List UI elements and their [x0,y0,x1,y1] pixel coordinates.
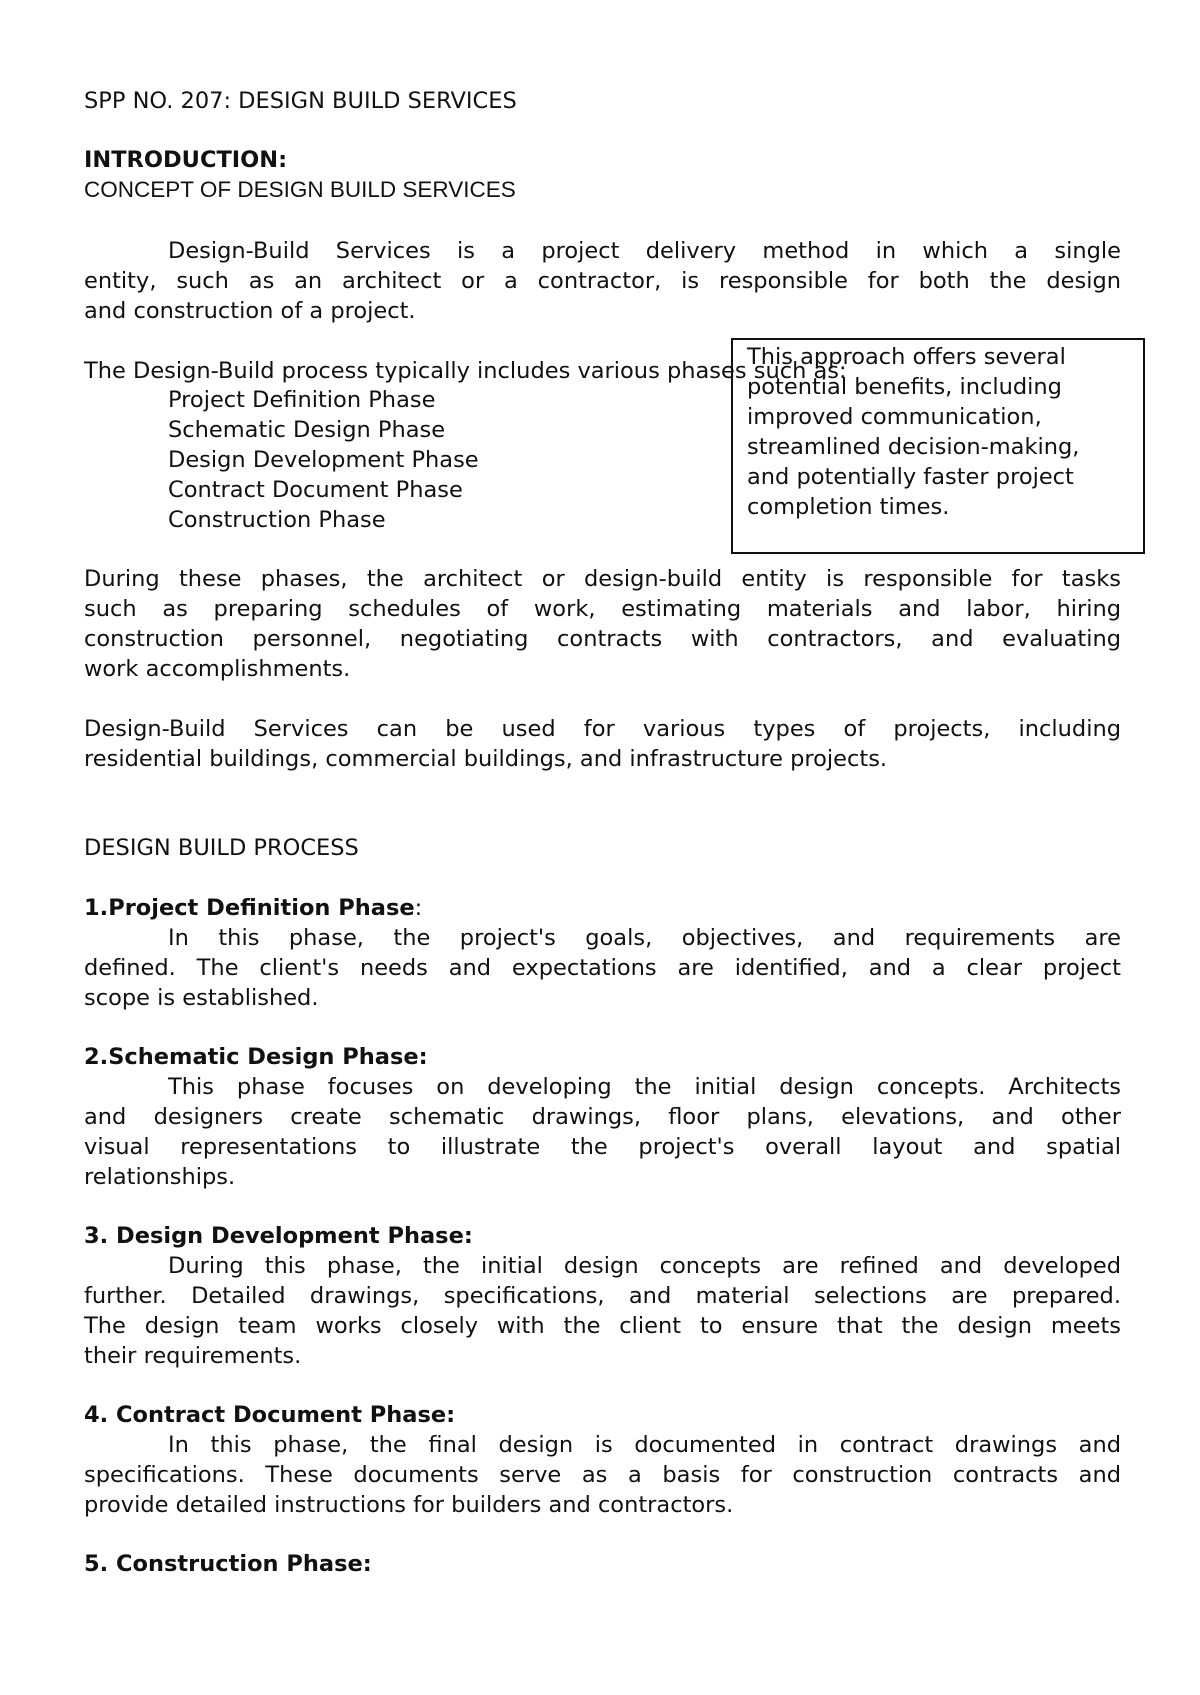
intro-heading: INTRODUCTION: [84,147,288,173]
document-title: SPP NO. 207: DESIGN BUILD SERVICES [84,88,517,114]
section-body-line: scope is established. [84,985,319,1011]
intro-paragraph-line: and construction of a project. [84,298,416,324]
callout-text-line: This approach offers several [747,344,1066,370]
uses-paragraph-line: residential buildings, commercial buildings, and infrastructure projects. [84,746,888,772]
callout-text-line: improved communication, [747,404,1042,430]
section-body-line: During this phase, the initial design concepts are refined and developed [168,1253,1121,1279]
section-body-line: further. Detailed drawings, specifications, and material selections are prepared. [84,1283,1121,1309]
section-body-line: This phase focuses on developing the initial design concepts. Architects [168,1074,1121,1100]
section-body-line: The design team works closely with the client to ensure that the design meets [84,1313,1121,1339]
section-body-line: visual representations to illustrate the project's overall layout and spatial [84,1134,1121,1160]
tasks-paragraph-line: construction personnel, negotiating contracts with contractors, and evaluating [84,626,1121,652]
tasks-paragraph-line: work accomplishments. [84,656,351,682]
phase-list-item: Construction Phase [168,507,386,533]
section-heading [84,893,422,923]
section-body-line: In this phase, the project's goals, objectives, and requirements are [168,925,1121,951]
section-body-line: relationships. [84,1164,236,1190]
uses-paragraph-line: Design-Build Services can be used for various types of projects, including [84,716,1121,742]
section-body-line: and designers create schematic drawings, floor plans, elevations, and other [84,1104,1121,1130]
phase-list-item: Schematic Design Phase [168,417,446,443]
intro-paragraph-line: Design-Build Services is a project delivery method in which a single [168,238,1121,264]
section-body-line: their requirements. [84,1343,302,1369]
intro-subheading: CONCEPT OF DESIGN BUILD SERVICES [84,177,516,202]
section-body-line: provide detailed instructions for builders and contractors. [84,1492,734,1518]
section-body-line: defined. The client's needs and expectations are identified, and a clear project [84,955,1121,981]
callout-text-line: completion times. [747,494,950,520]
phase-list-item: Project Definition Phase [168,387,436,413]
section-heading: 2.Schematic Design Phase: [84,1044,428,1070]
section-heading: 5. Construction Phase: [84,1551,372,1577]
callout-text-line: and potentially faster project [747,464,1074,490]
process-intro-text: The Design-Build process typically includes various phases such as: [84,358,847,384]
section-heading-text: 1.Project Definition Phase [84,895,415,921]
tasks-paragraph-line: such as preparing schedules of work, estimating materials and labor, hiring [84,596,1121,622]
callout-text-line: streamlined decision-making, [747,434,1080,460]
phase-list-item: Contract Document Phase [168,477,463,503]
section-heading: 3. Design Development Phase: [84,1223,473,1249]
section-body-line: In this phase, the final design is documented in contract drawings and [168,1432,1121,1458]
callout-text-line: potential benefits, including [747,374,1062,400]
section-heading: 4. Contract Document Phase: [84,1402,456,1428]
phase-list-item: Design Development Phase [168,447,479,473]
tasks-paragraph-line: During these phases, the architect or design-build entity is responsible for tasks [84,566,1121,592]
process-heading: DESIGN BUILD PROCESS [84,835,359,861]
section-heading-suffix: : [414,895,423,921]
intro-paragraph-line: entity, such as an architect or a contractor, is responsible for both the design [84,268,1121,294]
section-body-line: specifications. These documents serve as a basis for construction contracts and [84,1462,1121,1488]
